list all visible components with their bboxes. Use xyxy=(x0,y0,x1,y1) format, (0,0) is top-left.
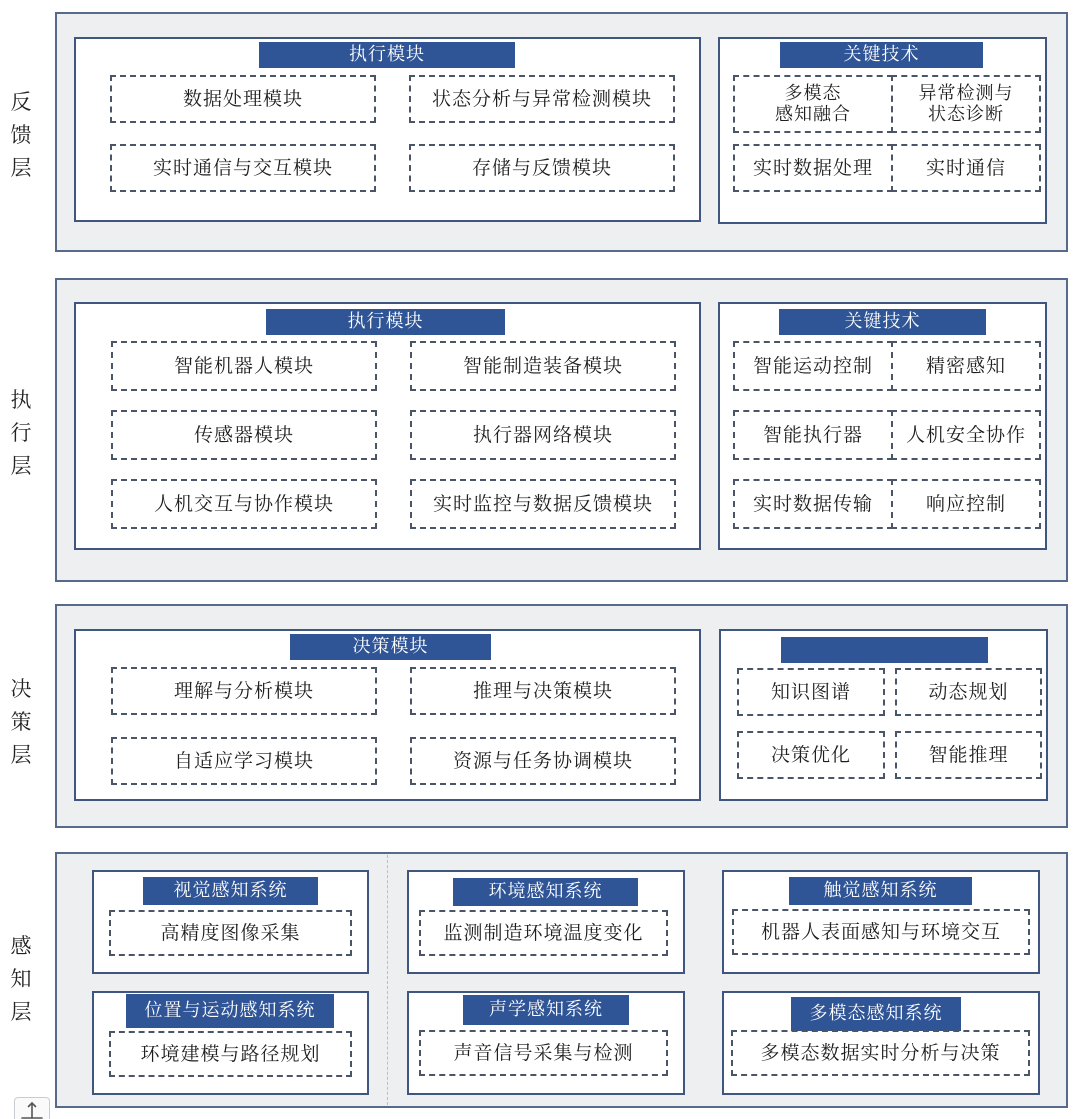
layer-label-decision xyxy=(6,673,36,772)
system-item-box: 声音信号采集与检测 xyxy=(419,1030,668,1076)
module-box: 实时通信与交互模块 xyxy=(110,144,376,192)
module-box: 资源与任务协调模块 xyxy=(410,737,676,785)
system-title: 多模态感知系统 xyxy=(791,997,961,1031)
module-box: 推理与决策模块 xyxy=(410,667,676,715)
module-box: 执行器网络模块 xyxy=(410,410,676,460)
decision-module-title: 决策模块 xyxy=(290,634,491,660)
move-handle[interactable] xyxy=(14,1097,50,1119)
keytech-box: 响应控制 xyxy=(891,479,1041,529)
keytech-box: 动态规划 xyxy=(895,668,1042,716)
layer-label-char: 策 xyxy=(10,710,32,734)
keytech-box xyxy=(891,75,1041,133)
system-title: 视觉感知系统 xyxy=(143,877,318,905)
keytech-box: 智能执行器 xyxy=(733,410,893,460)
keytech-box: 实时数据传输 xyxy=(733,479,893,529)
module-box: 实时监控与数据反馈模块 xyxy=(410,479,676,529)
module-box: 人机交互与协作模块 xyxy=(111,479,377,529)
module-box: 智能制造装备模块 xyxy=(410,341,676,391)
layer-label-char: 层 xyxy=(10,454,32,478)
layer-label-char: 执 xyxy=(10,388,32,412)
layer-label-char: 行 xyxy=(10,421,32,445)
system-item-box: 高精度图像采集 xyxy=(109,910,352,956)
system-item-box: 机器人表面感知与环境交互 xyxy=(732,909,1030,955)
module-box: 自适应学习模块 xyxy=(111,737,377,785)
layer-label-char: 反 xyxy=(10,90,32,114)
layer-label-char: 知 xyxy=(10,967,32,991)
system-item-box: 环境建模与路径规划 xyxy=(109,1031,352,1077)
keytech-box: 知识图谱 xyxy=(737,668,885,716)
feedback-keytech-title: 关键技术 xyxy=(780,42,983,68)
keytech-line: 异常检测与 xyxy=(918,83,1014,104)
module-box: 智能机器人模块 xyxy=(111,341,377,391)
feedback-module-title: 执行模块 xyxy=(259,42,515,68)
layer-label-char: 层 xyxy=(10,156,32,180)
module-box: 存储与反馈模块 xyxy=(409,144,675,192)
system-item-box: 监测制造环境温度变化 xyxy=(419,910,668,956)
execution-module-title: 执行模块 xyxy=(266,309,505,335)
module-box: 数据处理模块 xyxy=(110,75,376,123)
keytech-box: 精密感知 xyxy=(891,341,1041,391)
layer-label-char: 馈 xyxy=(10,123,32,147)
system-title: 环境感知系统 xyxy=(453,878,638,906)
layer-label-char: 层 xyxy=(10,743,32,767)
layer-label-perception xyxy=(6,930,36,1029)
execution-keytech-title: 关键技术 xyxy=(779,309,986,335)
layer-label-char: 决 xyxy=(10,677,32,701)
system-item-box: 多模态数据实时分析与决策 xyxy=(731,1030,1030,1076)
module-box: 理解与分析模块 xyxy=(111,667,377,715)
layer-label-execution xyxy=(6,384,36,483)
system-title: 声学感知系统 xyxy=(463,995,629,1025)
keytech-box xyxy=(733,75,893,133)
decision-keytech-title-blank xyxy=(781,637,988,663)
keytech-box: 决策优化 xyxy=(737,731,885,779)
keytech-box: 智能推理 xyxy=(895,731,1042,779)
keytech-box: 智能运动控制 xyxy=(733,341,893,391)
keytech-box: 实时数据处理 xyxy=(733,144,893,192)
perception-column-separator xyxy=(387,855,388,1105)
layer-label-char: 层 xyxy=(10,1000,32,1024)
keytech-box: 人机安全协作 xyxy=(891,410,1041,460)
move-arrows-icon xyxy=(15,1098,49,1119)
keytech-line: 感知融合 xyxy=(775,104,851,125)
keytech-line: 多模态 xyxy=(784,83,842,104)
layer-label-feedback xyxy=(6,86,36,185)
system-title: 位置与运动感知系统 xyxy=(126,994,334,1028)
keytech-box: 实时通信 xyxy=(891,144,1041,192)
layer-label-char: 感 xyxy=(10,934,32,958)
module-box: 状态分析与异常检测模块 xyxy=(409,75,675,123)
system-title: 触觉感知系统 xyxy=(789,877,972,905)
keytech-line: 状态诊断 xyxy=(928,104,1004,125)
module-box: 传感器模块 xyxy=(111,410,377,460)
